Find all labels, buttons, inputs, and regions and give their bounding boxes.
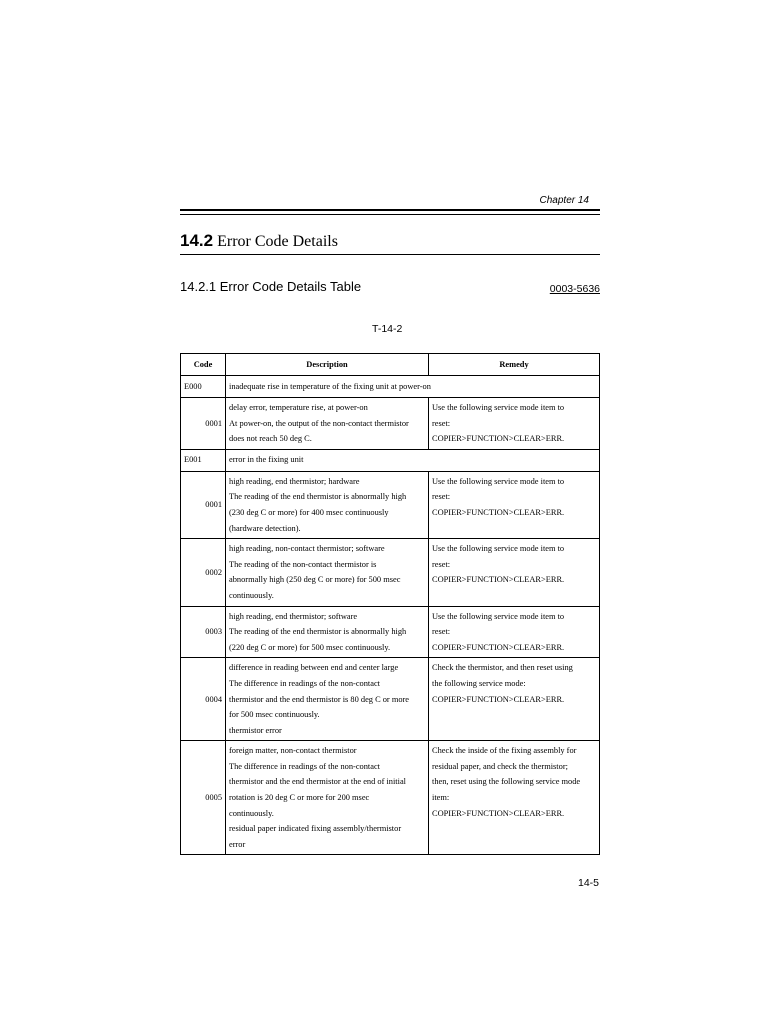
description-line: thermistor and the end thermistor is 80 deg C or more xyxy=(229,694,410,704)
subsection-title: 14.2.1 Error Code Details Table xyxy=(180,279,362,294)
description-line: continuously. xyxy=(229,808,274,818)
error-group-row xyxy=(181,449,600,471)
description-line: (230 deg C or more) for 400 msec continuously xyxy=(229,507,389,517)
remedy-line: Use the following service mode item to xyxy=(432,611,565,621)
description-line: high reading, non-contact thermistor; software xyxy=(229,544,385,554)
description-cell xyxy=(226,449,600,471)
remedy-cell xyxy=(429,398,600,450)
remedy-line: COPIER>FUNCTION>CLEAR>ERR. xyxy=(432,434,565,444)
error-code-cell: 0004 xyxy=(181,658,226,741)
table-row xyxy=(181,741,600,855)
remedy-line: reset: xyxy=(432,492,451,502)
error-code-cell: 0003 xyxy=(181,606,226,658)
remedy-line: Check the thermistor, and then reset using xyxy=(432,663,573,673)
remedy-line: reset: xyxy=(432,418,451,428)
description-cell xyxy=(226,398,429,450)
remedy-line: item: xyxy=(432,793,450,803)
remedy-line: COPIER>FUNCTION>CLEAR>ERR. xyxy=(432,575,565,585)
description-line: high reading, end thermistor; hardware xyxy=(229,476,360,486)
description-line: The difference in readings of the non-contact xyxy=(229,678,380,688)
remedy-line: COPIER>FUNCTION>CLEAR>ERR. xyxy=(432,507,565,517)
remedy-cell xyxy=(429,658,600,741)
remedy-cell xyxy=(429,606,600,658)
error-code-cell: E000 xyxy=(181,376,226,398)
remedy-line: COPIER>FUNCTION>CLEAR>ERR. xyxy=(432,694,565,704)
error-code-cell: 0001 xyxy=(181,471,226,538)
description-cell xyxy=(226,539,429,606)
error-code-table xyxy=(180,353,600,855)
remedy-cell xyxy=(429,741,600,855)
error-code-cell: 0002 xyxy=(181,539,226,606)
description-cell xyxy=(226,606,429,658)
remedy-line: reset: xyxy=(432,627,451,637)
table-row xyxy=(181,658,600,741)
section-heading: Error Code Details xyxy=(217,233,338,250)
description-line: thermistor and the end thermistor at the end of initial xyxy=(229,777,406,787)
remedy-cell xyxy=(429,471,600,538)
description-line: The difference in readings of the non-contact xyxy=(229,761,380,771)
remedy-line: Use the following service mode item to xyxy=(432,544,565,554)
section-number: 14.2 xyxy=(180,231,214,250)
header-rule xyxy=(180,209,600,215)
table-row xyxy=(181,398,600,450)
page-number: 14-5 xyxy=(577,877,599,889)
table-header-row xyxy=(181,354,600,376)
remedy-line: residual paper, and check the thermistor; xyxy=(432,761,568,771)
description-line: error xyxy=(229,839,246,849)
description-line: The reading of the non-contact thermistor is xyxy=(229,559,377,569)
description-line: does not reach 50 deg C. xyxy=(229,434,312,444)
remedy-cell xyxy=(429,539,600,606)
remedy-line: COPIER>FUNCTION>CLEAR>ERR. xyxy=(432,808,565,818)
description-line: abnormally high (250 deg C or more) for 500 msec xyxy=(229,575,401,585)
description-line: foreign matter, non-contact thermistor xyxy=(229,746,357,756)
error-code-cell: 0001 xyxy=(181,398,226,450)
remedy-line: Check the inside of the fixing assembly for xyxy=(432,746,577,756)
remedy-line: the following service mode: xyxy=(432,678,526,688)
remedy-line: reset: xyxy=(432,559,451,569)
table-row xyxy=(181,606,600,658)
description-line: inadequate rise in temperature of the fixing unit at power-on xyxy=(229,381,431,391)
description-line: continuously. xyxy=(229,590,274,600)
column-header-description: Description xyxy=(226,354,429,376)
description-line: delay error, temperature rise, at power-on xyxy=(229,403,368,412)
description-line: At power-on, the output of the non-contact thermistor xyxy=(229,418,409,428)
section-title xyxy=(180,231,338,251)
description-line: for 500 msec continuously. xyxy=(229,710,320,720)
description-line: (220 deg C or more) for 500 msec continuously. xyxy=(229,642,391,652)
section-rule xyxy=(180,254,600,255)
table-row xyxy=(181,539,600,606)
description-cell xyxy=(226,376,600,398)
description-line: high reading, end thermistor; software xyxy=(229,611,358,621)
error-code-cell: E001 xyxy=(181,449,226,471)
remedy-line: then, reset using the following service mode xyxy=(432,777,581,787)
remedy-line: Use the following service mode item to xyxy=(432,403,565,412)
description-line: rotation is 20 deg C or more for 200 msec xyxy=(229,793,370,803)
description-line: difference in reading between end and center large xyxy=(229,663,399,673)
description-cell xyxy=(226,658,429,741)
description-line: residual paper indicated fixing assembly/thermistor xyxy=(229,824,402,834)
description-line: The reading of the end thermistor is abnormally high xyxy=(229,492,407,502)
description-line: The reading of the end thermistor is abnormally high xyxy=(229,627,407,637)
table-label: T-14-2 xyxy=(372,323,403,335)
description-line: error in the fixing unit xyxy=(229,455,304,465)
description-line: (hardware detection). xyxy=(229,523,301,533)
description-cell xyxy=(226,471,429,538)
column-header-remedy: Remedy xyxy=(429,354,600,376)
document-reference: 0003-5636 xyxy=(549,283,600,295)
column-header-code: Code xyxy=(181,354,226,376)
description-cell xyxy=(226,741,429,855)
chapter-header: Chapter 14 xyxy=(539,195,589,206)
description-line: thermistor error xyxy=(229,725,282,735)
table-row xyxy=(181,471,600,538)
error-code-cell: 0005 xyxy=(181,741,226,855)
remedy-line: COPIER>FUNCTION>CLEAR>ERR. xyxy=(432,642,565,652)
remedy-line: Use the following service mode item to xyxy=(432,476,565,486)
error-group-row xyxy=(181,376,600,398)
